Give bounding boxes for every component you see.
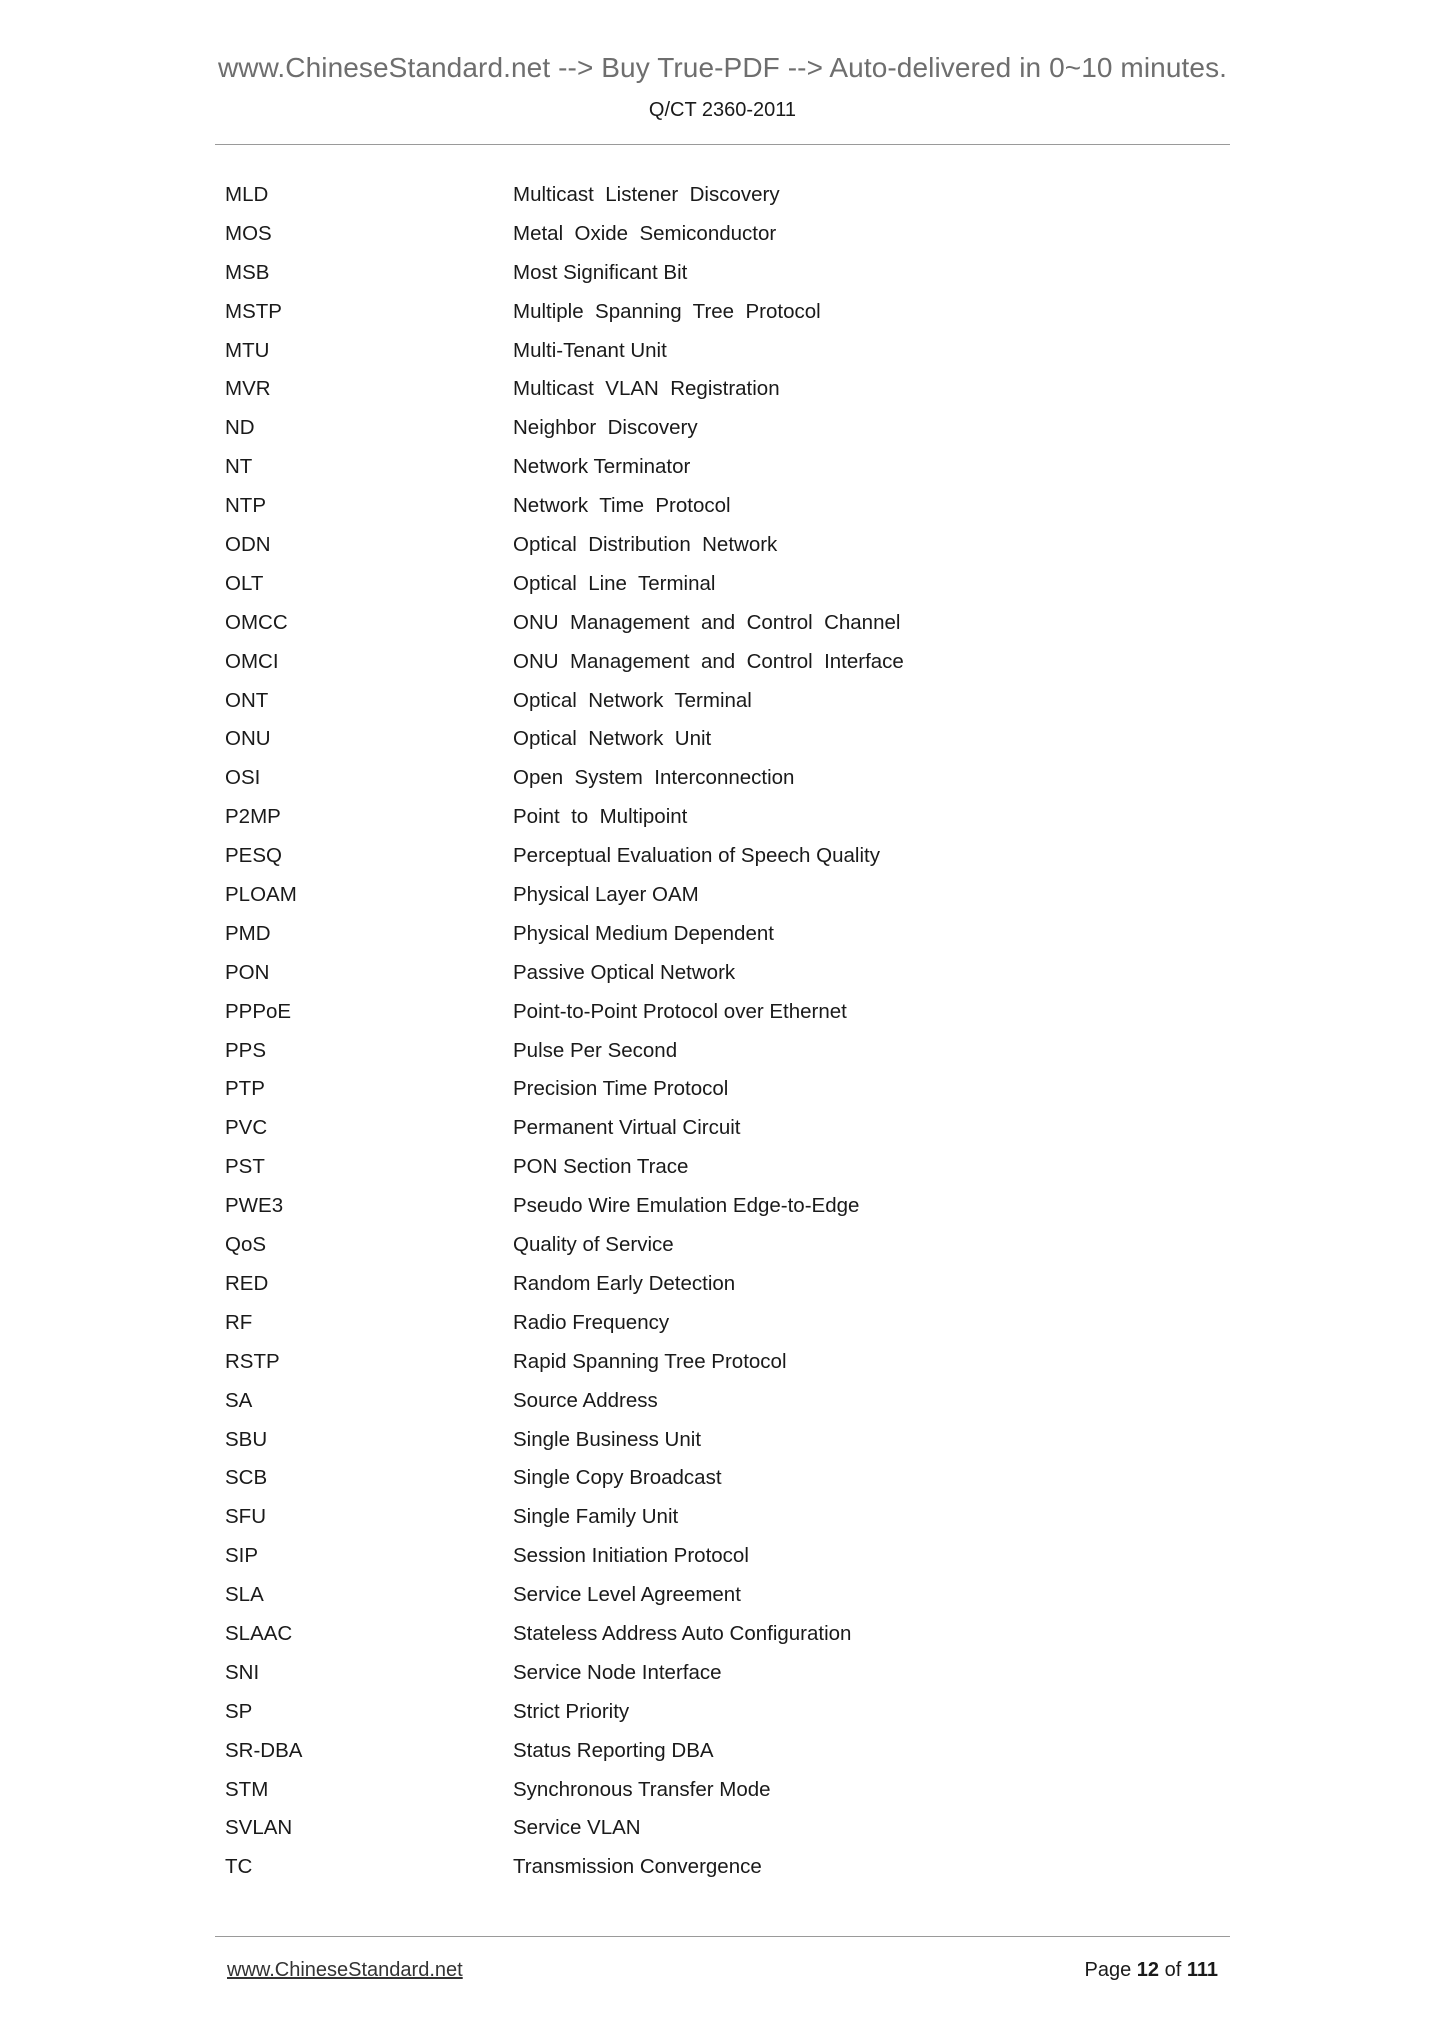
abbreviation-definition: Physical Layer OAM (513, 883, 699, 907)
page-current: 12 (1136, 1959, 1160, 1981)
footer-row (215, 1959, 1230, 1982)
table-row (215, 963, 1230, 1002)
abbreviation-term: OLT (225, 571, 264, 595)
header-divider (215, 144, 1230, 145)
abbreviation-term: ODN (225, 533, 271, 557)
table-row (215, 496, 1230, 535)
abbreviation-term: MLD (225, 183, 269, 206)
table-row (215, 1468, 1230, 1507)
abbreviation-definition: Point-to-Point Protocol over Ethernet (513, 999, 847, 1023)
abbreviation-term: ND (225, 416, 255, 440)
table-row (215, 1741, 1230, 1780)
table-row (215, 1196, 1230, 1235)
table-row (215, 1780, 1230, 1819)
table-row (215, 1702, 1230, 1741)
table-row (215, 768, 1230, 807)
abbreviation-definition: Single Family Unit (513, 1505, 679, 1529)
abbreviation-definition: Service Level Agreement (513, 1583, 741, 1607)
abbreviation-definition: Physical Medium Dependent (513, 921, 774, 945)
abbreviation-term: RSTP (225, 1349, 280, 1373)
abbreviation-term: PLOAM (225, 883, 297, 907)
abbreviation-term: NTP (225, 494, 266, 518)
abbreviation-definition: Optical Distribution Network (513, 533, 778, 557)
table-row (215, 1274, 1230, 1313)
abbreviation-definition: Status Reporting DBA (513, 1738, 714, 1762)
table-row (215, 535, 1230, 574)
table-row (215, 807, 1230, 846)
table-row (215, 1585, 1230, 1624)
abbreviation-definition: Stateless Address Auto Configuration (513, 1621, 852, 1645)
watermark-banner: www.ChineseStandard.net --> Buy True-PDF --> Auto-delivered in 0~10 minutes. (217, 52, 1228, 83)
table-row (215, 1430, 1230, 1469)
abbreviation-definition: Optical Network Terminal (513, 688, 752, 712)
document-code: Q/CT 2360-2011 (648, 99, 797, 121)
table-row (215, 1352, 1230, 1391)
table-row (215, 1157, 1230, 1196)
abbreviation-definition: Transmission Convergence (513, 1855, 762, 1879)
table-row (215, 652, 1230, 691)
abbreviations-body (215, 185, 1230, 1896)
abbreviation-definition: Quality of Service (513, 1233, 674, 1257)
abbreviation-term: QoS (225, 1233, 267, 1257)
abbreviation-definition: Source Address (513, 1388, 658, 1412)
table-row (215, 1857, 1230, 1896)
abbreviation-definition: Random Early Detection (513, 1271, 736, 1295)
abbreviation-definition: ONU Management and Control Interface (513, 649, 904, 673)
abbreviation-definition: Multi-Tenant Unit (513, 338, 667, 362)
table-row (215, 341, 1230, 380)
abbreviation-definition: Strict Priority (513, 1699, 630, 1723)
abbreviation-definition: Multicast VLAN Registration (513, 377, 780, 401)
abbreviation-definition: Network Terminator (513, 455, 691, 479)
abbreviation-definition: Pulse Per Second (513, 1038, 678, 1062)
abbreviation-term: SVLAN (225, 1816, 293, 1840)
abbreviation-term: PPS (225, 1038, 267, 1062)
table-row (215, 613, 1230, 652)
table-row (215, 224, 1230, 263)
abbreviation-term: SLAAC (225, 1621, 293, 1645)
abbreviation-term: SP (225, 1699, 253, 1723)
abbreviation-definition: Multicast Listener Discovery (513, 183, 780, 206)
abbreviation-term: PVC (225, 1116, 268, 1140)
table-row (215, 302, 1230, 341)
abbreviation-term: SA (225, 1388, 253, 1412)
abbreviation-term: PMD (225, 921, 271, 945)
table-row (215, 924, 1230, 963)
abbreviation-definition: ONU Management and Control Channel (513, 610, 901, 634)
abbreviation-definition: Service Node Interface (513, 1660, 722, 1684)
abbreviation-definition: Radio Frequency (513, 1310, 670, 1334)
abbreviation-term: SCB (225, 1466, 268, 1490)
abbreviation-term: P2MP (225, 805, 281, 829)
abbreviation-definition: Network Time Protocol (513, 494, 731, 518)
table-row (215, 1041, 1230, 1080)
abbreviation-term: TC (225, 1855, 253, 1879)
table-row (215, 691, 1230, 730)
table-row (215, 1546, 1230, 1585)
abbreviation-term: SFU (225, 1505, 266, 1529)
abbreviation-definition: Pseudo Wire Emulation Edge-to-Edge (513, 1194, 860, 1218)
abbreviation-definition: Session Initiation Protocol (513, 1544, 749, 1568)
page-total: 111 (1186, 1959, 1218, 1981)
page-middle: of (1159, 1959, 1187, 1981)
page-prefix: Page (1084, 1959, 1137, 1981)
table-row (215, 1818, 1230, 1857)
abbreviation-term: PESQ (225, 844, 282, 868)
table-row (215, 729, 1230, 768)
table-row (215, 885, 1230, 924)
abbreviation-term: SBU (225, 1427, 268, 1451)
abbreviation-definition: Most Significant Bit (513, 260, 688, 284)
footer-divider (215, 1936, 1230, 1937)
table-row (215, 1235, 1230, 1274)
footer-site-link[interactable]: www.ChineseStandard.net (227, 1959, 463, 1981)
table-row (215, 1002, 1230, 1041)
abbreviation-term: OSI (225, 766, 261, 790)
page-number-label (1085, 1959, 1218, 1982)
abbreviation-definition: Synchronous Transfer Mode (513, 1777, 771, 1801)
table-row (215, 418, 1230, 457)
table-row (215, 185, 1230, 224)
abbreviation-term: OMCI (225, 649, 279, 673)
abbreviation-definition: Open System Interconnection (513, 766, 795, 790)
abbreviation-definition: Single Business Unit (513, 1427, 702, 1451)
abbreviation-term: NT (225, 455, 253, 479)
abbreviation-term: MOS (225, 221, 272, 245)
abbreviation-definition: Rapid Spanning Tree Protocol (513, 1349, 787, 1373)
abbreviation-term: ONU (225, 727, 271, 751)
abbreviation-term: PPPoE (225, 999, 292, 1023)
abbreviation-term: SR-DBA (225, 1738, 303, 1762)
abbreviation-definition: Single Copy Broadcast (513, 1466, 722, 1490)
table-row (215, 1391, 1230, 1430)
abbreviation-definition: Neighbor Discovery (513, 416, 698, 440)
abbreviation-term: PON (225, 960, 270, 984)
abbreviation-term: RF (225, 1310, 253, 1334)
abbreviation-definition: Precision Time Protocol (513, 1077, 729, 1101)
abbreviation-term: OMCC (225, 610, 288, 634)
table-row (215, 574, 1230, 613)
abbreviation-term: PST (225, 1155, 265, 1179)
abbreviation-definition: Metal Oxide Semiconductor (513, 221, 777, 245)
abbreviation-definition: PON Section Trace (513, 1155, 689, 1179)
abbreviation-term: PWE3 (225, 1194, 284, 1218)
abbreviation-definition: Point to Multipoint (513, 805, 688, 829)
table-row (215, 1313, 1230, 1352)
abbreviation-term: SNI (225, 1660, 260, 1684)
abbreviation-definition: Multiple Spanning Tree Protocol (513, 299, 821, 323)
table-row (215, 1118, 1230, 1157)
abbreviation-term: SIP (225, 1544, 259, 1568)
abbreviation-term: MSB (225, 260, 270, 284)
abbreviation-term: SLA (225, 1583, 264, 1607)
abbreviation-definition: Perceptual Evaluation of Speech Quality (513, 844, 880, 868)
abbreviation-term: MSTP (225, 299, 282, 323)
table-row (215, 1624, 1230, 1663)
abbreviation-definition: Passive Optical Network (513, 960, 736, 984)
abbreviation-definition: Service VLAN (513, 1816, 641, 1840)
table-row (215, 457, 1230, 496)
abbreviation-term: MTU (225, 338, 270, 362)
table-row (215, 1507, 1230, 1546)
table-row (215, 1079, 1230, 1118)
abbreviation-term: RED (225, 1271, 269, 1295)
abbreviation-definition: Optical Network Unit (513, 727, 712, 751)
abbreviation-term: PTP (225, 1077, 265, 1101)
abbreviation-definition: Optical Line Terminal (513, 571, 716, 595)
abbreviation-term: MVR (225, 377, 271, 401)
abbreviations-table (215, 185, 1230, 1896)
page-footer (215, 1936, 1230, 1982)
abbreviation-term: ONT (225, 688, 269, 712)
table-row (215, 263, 1230, 302)
abbreviation-term: STM (225, 1777, 269, 1801)
table-row (215, 1663, 1230, 1702)
table-row (215, 846, 1230, 885)
abbreviation-definition: Permanent Virtual Circuit (513, 1116, 741, 1140)
table-row (215, 379, 1230, 418)
